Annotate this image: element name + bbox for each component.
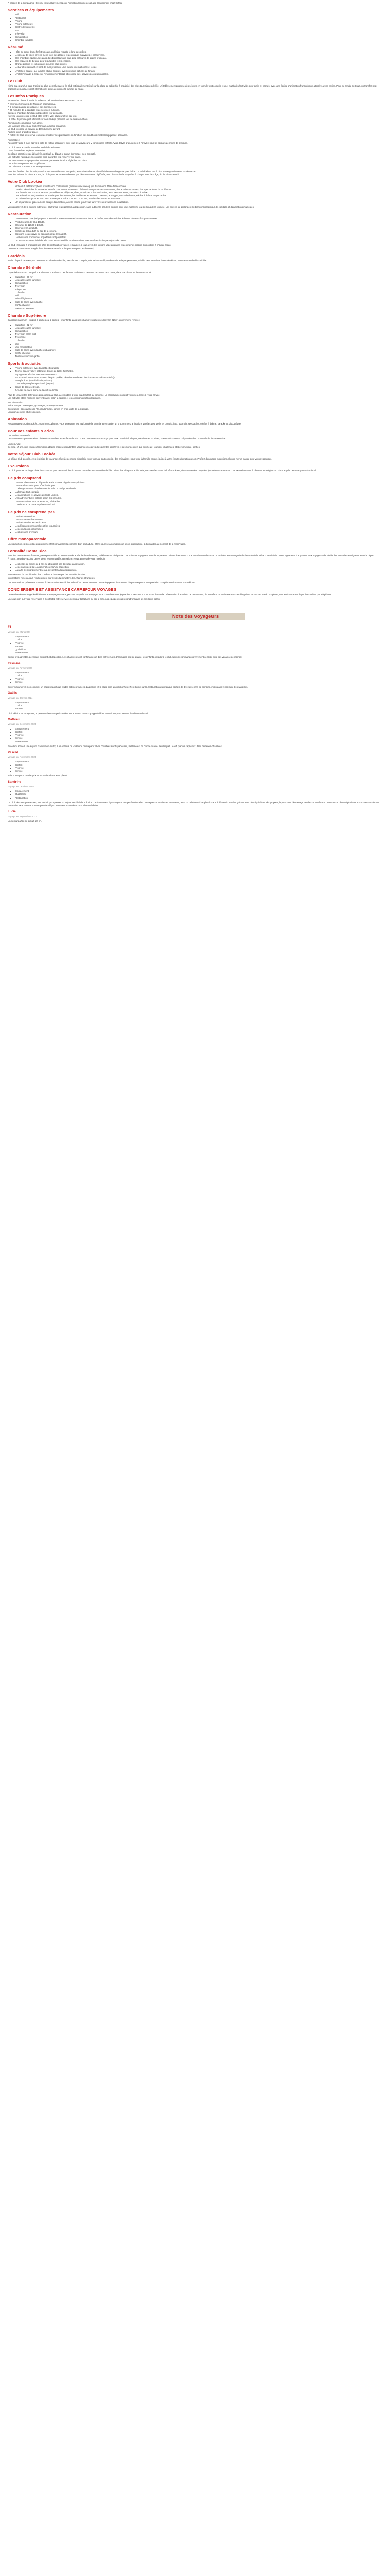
review — [8, 718, 383, 748]
section-title: Excursions — [8, 463, 29, 468]
list-item: • Grande piscine et club enfants pour les plus jeunes. — [15, 63, 383, 66]
section — [8, 476, 383, 506]
section-title: Ce prix ne comprend pas — [8, 509, 55, 514]
section-title: Le Club — [8, 78, 22, 83]
list-item: • L'hôtel est adapté aux familles et aux couples, avec plusieurs options de forfaits. — [15, 70, 383, 73]
list-item: • Un séjour réussi grâce à notre équipe d'animation, à votre écoute pour vous faire vivre des vacances inoubliables. — [15, 201, 383, 204]
section-title: Votre Séjour Club Lookéa — [8, 451, 56, 456]
paragraph: Le Club propose un large choix d'excursions pour découvrir les richesses naturelles et culturelles de l'île : visite des villages traditionnels, randonnées dans la forêt tropicale, observation des dauphins, journée en catamaran. Les excursions sont à réserver et à régler sur place auprès de notre partenaire local. — [8, 469, 316, 472]
paragraph: Capacité maximum : jusqu'à 3 adultes ou 2 adultes + 1 enfant ou 2 adultes + 2 enfants de moins de 12 ans, dans une chambre d'environ 28 m². — [8, 270, 152, 274]
list-item: • Les bébés de moins de 2 ans ne disposent pas de siège dans l'avion. — [15, 563, 383, 566]
list-item: • Piscine extérieure — [15, 23, 383, 26]
paragraph: Plus de 40 activités différentes proposées au Club, accessibles à tous, du débutant au confirmé. Le programme complet vous sera remis à votre arrivée. Les activités et les horaires peuvent varier selon la saison et les conditions météorologiques. — [8, 393, 160, 399]
review-text: Séjour très agréable, personnel souriant et disponible. Les chambres sont confortables et bien entretenues. L'animation est de qualité, les enfants ont adoré le club. Nous recommandons vivement ce Club pour des vacances en famille. — [8, 655, 243, 658]
list-item: • Les transferts aéroport / hôtel / aéroport. — [15, 484, 383, 487]
section — [8, 417, 383, 426]
list-item: • Coffre-fort — [15, 339, 383, 342]
list-item: • Lit double ou lits jumeaux — [15, 327, 383, 330]
section — [8, 313, 383, 358]
review-text: Très bon rapport qualité prix. Nous reviendrons avec plaisir. — [8, 774, 68, 777]
criteria-item: • Propreté — [15, 642, 383, 645]
bullet-list — [8, 324, 383, 358]
document — [0, 0, 391, 823]
list-item: • Piscine — [15, 20, 383, 23]
list-item: • Des espaces de détente pour les adultes et les enfants. — [15, 60, 383, 63]
list-item: • L'hôtel s'engage à respecter l'environnement local et propose des activités éco-responsables. — [15, 73, 383, 76]
list-item: • Les excursions optionnelles. — [15, 528, 383, 531]
criteria-list — [8, 701, 383, 710]
section — [8, 510, 383, 534]
list-item: • L'hébergement en chambre double selon la catégorie choisie. — [15, 487, 383, 490]
list-item: • Climatisation — [15, 36, 383, 39]
section-title: Services et équipements — [8, 8, 54, 13]
list-item: • Déjeuner de 12h30 à 14h30. — [15, 224, 383, 227]
paragraph: Nos animateurs Club Lookéa, 100% francophones, vous proposent tout au long de la journée et en soirée un programme d'animations variées pour petits et grands : jeux, tournois, spectacles, soirées à thème, karaoké et discothèque. — [8, 422, 242, 426]
bullet-list — [8, 50, 383, 76]
list-item: • Téléphone — [15, 288, 383, 291]
paragraph: Une question sur votre réservation ? Contactez notre service clients par téléphone ou par e-mail, nos équipes vous répondront dans les meilleurs délais. — [8, 598, 161, 601]
criteria-item: • Emplacement — [15, 701, 383, 704]
section-title: Formalité Costa Rica — [8, 549, 47, 554]
list-item: • Sèche-cheveux — [15, 352, 383, 355]
criteria-item: • Propreté — [15, 767, 383, 770]
review-text: Super séjour avec mon conjoint, un cadre magnifique et des activités variées. La piscine et la plage sont un vrai bonheur. Petit bémol sur la restauration qui manque parfois de diversité en fin de semaine, mais dans l'ensemble très satisfaits. — [8, 685, 248, 688]
bullet-list — [8, 185, 383, 204]
list-item: • La carte d'embarquement sera à présenter à l'enregistrement. — [15, 569, 383, 572]
list-item: • Superficie : 28 m² — [15, 276, 383, 279]
list-item: • Superficie : 32 m² — [15, 324, 383, 327]
section — [8, 79, 383, 91]
list-item: • Boissons locales avec ou sans alcool de 10h à 23h. — [15, 233, 383, 236]
review-text: Excellent accueil, une équipe d'animation au top. Les enfants ne voulaient plus repartir ! Les chambres sont spacieuses, la literie est de bonne qualité. Seul regret : le wifi parfois capricieux dans certaines chambres. — [8, 744, 222, 748]
list-item: • Tennis, beach-volley, pétanque, tennis de table, fléchettes. — [15, 370, 383, 373]
criteria-item: • Service — [15, 770, 383, 773]
section-title: Chambre Supérieure — [8, 313, 46, 318]
reviewer-name: Mathieu — [8, 718, 20, 722]
paragraph: Niché au cœur d'un parc tropical de plus de 30 hectares, le Club est idéalement situé sur la plage de sable fin, à proximité des sites touristiques de l'île. L'établissement propose des séjours en formule tout compris et une multitude d'activités pour petits et grands, avec une équipe d'animation francophone attentive à vos envies. Pour se rendre au Club, un transfert est organisé depuis l'aéroport international, situé à environ 45 minutes de route. — [8, 84, 377, 90]
criteria-item: • Qualité/prix — [15, 793, 383, 796]
criteria-item: • Confort — [15, 704, 383, 707]
list-item: • Salle de bains avec douche — [15, 301, 383, 304]
notes-title: Note des voyageurs — [146, 613, 245, 620]
paragraph: Formalités : Passport valide 6 mois après la date de retour obligatoire pour tous les voyageurs, y compris les enfants. Visa délivré gratuitement à l'arrivée pour les séjours de moins de 30 jours. — [8, 139, 188, 145]
criteria-list — [8, 727, 383, 743]
section-title: Offre monoparentale — [8, 537, 46, 542]
list-item: • Cours de danse et yoga. — [15, 386, 383, 389]
bullet-list — [8, 13, 383, 42]
criteria-item: • Qualité/prix — [15, 648, 383, 651]
list-item: • Les frais de visa le cas échéant. — [15, 521, 383, 524]
paragraph: Sur réservation : Soins au spa : massages, gommages, enveloppements. Excursions : découverte de l'île, randonnées, sorties en mer, visite de la capitale. Location de vélos et de scooters. — [8, 401, 89, 414]
criteria-item: • Service — [15, 737, 383, 740]
list-item: • Petit-déjeuner de 7h à 10h30. — [15, 221, 383, 224]
list-item: • Restaurant — [15, 16, 383, 20]
review-date: Voyage en: Septembre 2023 — [8, 815, 37, 818]
section — [8, 361, 383, 414]
list-item: • Un restaurant de spécialités à la carte est accessible sur réservation, avec un dîner inclus par séjour de 7 nuits. — [15, 239, 383, 242]
criteria-item: • Confort — [15, 638, 383, 641]
list-item: • Centre de bien-être — [15, 26, 383, 29]
review — [8, 751, 383, 778]
section — [8, 94, 383, 176]
section-title: Sports & activités — [8, 361, 41, 366]
paragraph: Pour les ressortissants français, passeport valide au moins 6 mois après la date de retour, et billet retour obligatoire. Les mineurs voyageant sans leurs parents doivent être munis d'une autorisation de sortie du territoire accompagnée de la copie de la pièce d'identité du parent signataire. Il appartient aux voyageurs de vérifier les formalités en vigueur avant le départ. À noter : certains vaccins peuvent être recommandés, renseignez-vous auprès de votre médecin. — [8, 554, 375, 561]
list-item: • Hôtel au cœur d'une forêt tropicale, en légère retraite le long des côtes. — [15, 50, 383, 54]
paragraph: Le séjour Club Lookéa, c'est le plaisir de vacances réussies en toute simplicité : une formule tout compris, des animations pour toute la famille et une équipe à votre écoute du matin au soir. Profitez d'un cadre exceptionnel entre mer et nature pour vous ressourcer. — [8, 457, 272, 460]
section-title: Votre Club Lookéa — [8, 179, 42, 184]
list-item: • Les dépenses personnelles et les pourboires. — [15, 524, 383, 528]
reviewer-name: Pascal — [8, 751, 18, 754]
list-item: • Plongée libre (matériel à disposition). — [15, 379, 383, 382]
bullet-list — [8, 367, 383, 392]
section — [8, 537, 383, 546]
review-date: Voyage en: Janvier 2024 — [8, 696, 33, 699]
criteria-list — [8, 790, 383, 799]
list-item: • Les enfants de 2 à 11 ans bénéficient d'une réduction. — [15, 566, 383, 569]
criteria-item: • Restauration — [15, 796, 383, 800]
list-item: • Les taxes aéroport et redevances, révisables. — [15, 500, 383, 503]
reviewer-name: Gaëlle — [8, 691, 18, 695]
paragraph: Arrivée des clients à partir de 15h00 et départ des chambres avant 12h00. À environ 45 minutes de l'aéroport international. À 5 minutes à pied du village et des commerces. À 30 minutes de la capitale et de ses sites culturels. Édit des chambres familiales disponibles sur demande. Navette gratuite entre le Club et le centre-ville, plusieurs fois par jour. Lit bébé disponible gratuitement sur demande (à préciser lors de la réservation). Animaux de compagnie non admis. Les langues parlées au Club : français, anglais, espagnol. Le Club propose un service de blanchisserie payant. Parking privé gratuit sur place. À noter : le Club se réserve le droit de modifier ses prestations en fonction des conditions météorologiques et sanitaires. — [8, 99, 128, 137]
section-title: Chambre Sérénité — [8, 265, 41, 270]
review-text: Un séjour parfait du début à la fin. — [8, 819, 42, 822]
list-item: • Wifi — [15, 13, 383, 16]
criteria-item: • Service — [15, 681, 383, 684]
list-item: • Les frais de service. — [15, 515, 383, 518]
criteria-item: • Restauration — [15, 651, 383, 654]
criteria-item: • Emplacement — [15, 635, 383, 638]
criteria-item: • Confort — [15, 764, 383, 767]
review-date: Voyage en: Décembre 2023 — [8, 723, 36, 726]
review-text: Club idéal pour se reposer, le personnel est aux petits soins. Nous avons beaucoup apprécié les excursions proposées et l'ambiance du soir. — [8, 711, 149, 715]
list-item: • Télévision — [15, 32, 383, 36]
list-item: • La formule tout compris. — [15, 490, 383, 494]
list-item: • Les boissons premium et importées sont payantes. — [15, 236, 383, 239]
list-item: • Salle de bains avec douche ou baignoire — [15, 349, 383, 352]
list-item: • Le réseau de voies privées mène vers des plages et des criques sauvages et préservées. — [15, 54, 383, 57]
criteria-item: • Service — [15, 645, 383, 648]
list-item: • Piscine extérieure avec transats et parasols. — [15, 367, 383, 370]
list-item: • Sèche-cheveux — [15, 304, 383, 307]
bullet-list — [8, 276, 383, 310]
list-item: • Des chambres spacieuses dans des bungalows de plain-pied entourés de jardins tropicaux. — [15, 57, 383, 60]
list-item: • Les vols aller-retour au départ de Paris sur vols réguliers ou spéciaux. — [15, 481, 383, 484]
criteria-item: • Confort — [15, 731, 383, 734]
paragraph: Un service de conciergerie dédié vous accompagne avant, pendant et après votre voyage. Nos conseillers sont joignables 7 jours sur 7 pour toute demande : réservation d'activités, de restaurants, de transferts ou assistance en cas d'imprévu. En cas de besoin sur place, une assistance est disponible 24h/24 par téléphone. — [8, 593, 332, 596]
list-item: • L'assistance de notre représentant local. — [15, 503, 383, 506]
list-item: • Télévision écran plat — [15, 333, 383, 336]
section-title: CONCIERGERIE ET ASSISTANCE CARREFOUR VOYAGES — [8, 587, 117, 592]
section — [8, 452, 383, 461]
list-item: • Télévision — [15, 285, 383, 288]
section — [8, 253, 383, 262]
list-item: • Balcon ou terrasse — [15, 307, 383, 310]
section — [8, 265, 383, 310]
section-title: Restauration — [8, 211, 32, 216]
paragraph: Le Club s'engage à proposer une offre de restauration variée et adaptée à tous, avec des options végétariennes et des menus enfants disponibles à chaque repas. Une tenue correcte est exigée dans les restaurants le soir (pantalon pour les hommes). — [8, 244, 171, 250]
section — [8, 587, 383, 601]
list-item: • Terrasse avec vue jardin — [15, 355, 383, 358]
criteria-item: • Restauration — [15, 740, 383, 743]
criteria-list — [8, 671, 383, 684]
section — [8, 179, 383, 209]
paragraph: Une réduction est accordée au premier enfant partageant la chambre d'un seul adulte. Offre soumise à conditions et selon disponibilité, à demander au moment de la réservation. — [8, 543, 186, 546]
review-date: Voyage en: Mars 2024 — [8, 631, 30, 634]
list-item: • Lookéa : des clubs de vacances pensés pour toutes les envies, où l'on vit au rythme des animations, des activités sportives, des spectacles et de la détente. — [15, 188, 383, 191]
list-item: • Le bar et restaurant en bord de mer proposent une cuisine internationale et locale. — [15, 66, 383, 69]
list-item: • Téléphone — [15, 336, 383, 339]
section-title: Ce prix comprend — [8, 475, 41, 480]
criteria-item: • Emplacement — [15, 760, 383, 764]
section — [8, 212, 383, 250]
section-title: Résumé — [8, 44, 23, 49]
list-item: • Coffre-fort — [15, 291, 383, 294]
reviewer-name: Sandrine — [8, 781, 21, 784]
list-item: • Chambre familiale — [15, 39, 383, 42]
section — [8, 8, 383, 42]
reviews — [8, 625, 383, 823]
paragraph: Vous profiterez de la piscine extérieure, du transat et du parasol à disposition, sans oublier le bar de la piscine pour vous rafraîchir tout au long de la journée. Les soirées se prolongent au bar principal autour de cocktails et d'animations musicales. — [8, 205, 254, 208]
list-item: • Des animations en journée et en soirée pour les adultes, les familles et les enfants : tournois, aquagym, cours de danse, soirées à thème et spectacles. — [15, 194, 383, 197]
review — [8, 810, 383, 823]
list-item: • Le restaurant principal propose une cuisine internationale et locale sous forme de buffet, avec des soirées à thème plusieurs fois par semaine. — [15, 217, 383, 221]
paragraph: Les ateliers du Lookéa : Des animateurs passionnés et diplômés accueillent les enfants de 4 à 12 ans dans un espace conçu pour eux : activités ludiques, créatives et sportives, sorties découverte, préparation d'un spectacle de fin de semaine. — [8, 434, 226, 440]
section-title: Gardénia — [8, 253, 25, 258]
section — [8, 464, 383, 472]
bullet-list — [8, 515, 383, 534]
list-item: • L'encadrement des enfants selon les périodes. — [15, 497, 383, 500]
review-date: Voyage en: Novembre 2023 — [8, 755, 36, 758]
bullet-list — [8, 481, 383, 506]
review — [8, 662, 383, 689]
paragraph: Le Club vous accueille selon les modalités suivantes : Carte de crédit et espèces acceptées. Dépôt de garantie exigé à l'arrivée, restitué au départ si aucun dommage n'est constaté. Les activités nautiques motorisées sont payantes et à réserver sur place. Les excursions sont proposées par notre partenaire local et réglables sur place. Les soins au spa sont en supplément. Les boissons premium sont en supplément. — [8, 146, 96, 168]
list-item: • Mini-réfrigérateur — [15, 297, 383, 300]
review — [8, 780, 383, 807]
section-title: Animation — [8, 417, 27, 422]
list-item: • Wifi — [15, 343, 383, 346]
criteria-item: • Service — [15, 707, 383, 710]
review — [8, 625, 383, 659]
paragraph: Lookéa Ado : De 13 à 17 ans, une équipe d'animation dédiée propose pendant les vacances scolaires des activités sportives et des soirées rien que pour eux : tournois, challenges, ateliers musique, sorties. — [8, 442, 201, 448]
paragraph: Pour les familles : le Club dispose d'un espace dédié aux tout-petits, avec chaise haute, chauffe-biberon et baignoire pour bébé. Le kit bébé est mis à disposition gratuitement sur demande. Pour les enfants de plus de 4 ans, le Club propose un encadrement par des animateurs diplômés, avec des activités adaptées à chaque tranche d'âge, du lundi au samedi. — [8, 170, 197, 176]
list-item: • Aquagym et aérobic avec nos animateurs. — [15, 373, 383, 376]
section — [8, 549, 383, 584]
criteria-item: • Emplacement — [15, 790, 383, 793]
list-item: • Wifi — [15, 294, 383, 297]
bullet-list — [8, 217, 383, 243]
list-item: • Lit double ou lits jumeaux — [15, 279, 383, 282]
list-item: • Spa — [15, 29, 383, 32]
list-item: • Un club enfants pour les 4-12 ans et un espace ados pour les 13-17 ans, pendant les vacances scolaires. — [15, 197, 383, 200]
list-item: • Climatisation — [15, 282, 383, 285]
list-item: • Les animations et activités du Club Lookéa. — [15, 494, 383, 497]
list-item: • Sports nautiques non motorisés : kayak, paddle, planche à voile (en fonction des conditions météo). — [15, 376, 383, 379]
reviewer-name: Lucie — [8, 810, 16, 814]
paragraph: Capacité maximum : jusqu'à 3 adultes ou 2 adultes + 2 enfants, dans une chambre spacieuse d'environ 32 m², entièrement rénovée. — [8, 318, 141, 321]
review-text: Le Club tient ses promesses, tout est fait pour passer un séjour inoubliable. L'équipe d'animation est dynamique et très professionnelle. Les repas sont variés et savoureux, avec un bel éventail de plats locaux à découvrir. Les bungalows sont bien équipés et très propres, le personnel de ménage est discret et efficace. Nous avons réservé plusieurs excursions auprès du partenaire local et nous n'avons pas été déçus. Nous recommandons ce Club sans hésiter. — [8, 801, 379, 807]
section-title: Les Infos Pratiques — [8, 93, 44, 98]
list-item: • Snacks de 11h à 18h au bar de la piscine. — [15, 230, 383, 233]
list-item: • Mini-réfrigérateur — [15, 346, 383, 349]
review-date: Voyage en: Février 2024 — [8, 667, 32, 670]
list-item: • Une formule tout compris incluant petit-déjeuner, déjeuner, dîner, snacks et boissons locales, avec ou sans alcool, de 10h00 à 23h00. — [15, 191, 383, 194]
section — [8, 429, 383, 448]
criteria-item: • Emplacement — [15, 671, 383, 674]
list-item: • Dîner de 19h à 21h30. — [15, 227, 383, 230]
paragraph: Les informations présentes sur cette fiche sont données à titre indicatif et peuvent évoluer. Notre équipe se tient à votre disposition pour toute précision complémentaire avant votre départ. — [8, 581, 196, 584]
criteria-item: • Propreté — [15, 734, 383, 737]
review-date: Voyage en: Octobre 2023 — [8, 785, 34, 788]
criteria-list — [8, 760, 383, 773]
section — [8, 45, 383, 76]
list-item: • Les assurances facultatives. — [15, 518, 383, 521]
reviewer-name: F.L. — [8, 626, 13, 630]
list-item: • Centre de plongée à proximité (payant). — [15, 382, 383, 385]
criteria-item: • Emplacement — [15, 727, 383, 731]
section-title: Pour vos enfants & ados — [8, 429, 54, 434]
criteria-item: • Confort — [15, 674, 383, 677]
list-item: • Notre club est francophone et ambiance chaleureuse garantie avec une équipe d'animation 100% francophone. — [15, 185, 383, 188]
paragraph: Sous réserve de modification des conditions d'entrée par les autorités locales. Informations mises à jour régulièrement sur le site du ministère des Affaires étrangères. — [8, 573, 95, 579]
list-item: • Climatisation — [15, 330, 383, 333]
list-item: • Activités de découverte de la culture locale. — [15, 389, 383, 392]
intro-text: À propos de la compagnie : Ce prix est exclusivement pour Formation Concierge & Luge Equipement chez Coface — [8, 2, 123, 4]
criteria-list — [8, 635, 383, 654]
list-item: • Les boissons premium. — [15, 531, 383, 534]
reviewer-name: Yasmine — [8, 662, 21, 666]
review — [8, 691, 383, 715]
bullet-list — [8, 563, 383, 572]
paragraph: Tarifs : À partir de 890€ par personne en chambre double, formule tout compris, vols inclus au départ de Paris. Prix par personne, valable pour certaines dates de départ, sous réserve de disponibilité. — [8, 259, 207, 262]
sections — [8, 8, 383, 601]
criteria-item: • Propreté — [15, 677, 383, 681]
